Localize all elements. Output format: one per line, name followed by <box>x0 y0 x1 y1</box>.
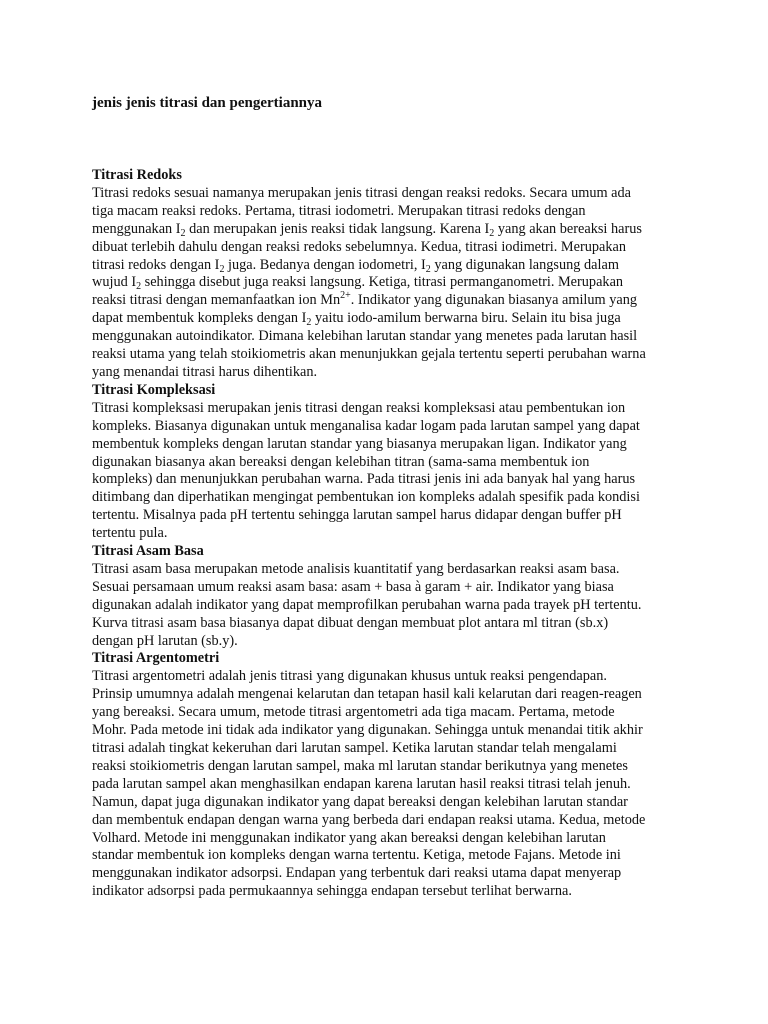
text-line <box>92 471 692 489</box>
text-run: yang digunakan langsung dalam <box>430 256 619 273</box>
text-run: Sesuai persamaan umum reaksi asam basa: asam + basa à garam + air. Indikator yang biasa <box>92 578 614 595</box>
text-run: reaksi titrasi dengan memanfaatkan ion Mn <box>92 292 341 309</box>
text-run: pada larutan sampel akan menghasilkan endapan karena larutan hasil reaksi titrasi telah jenuh. <box>92 775 631 792</box>
text-run: Prinsip umumnya adalah mengenai kelarutan dan tetapan hasil kali kelarutan dari reagen-reagen <box>92 686 642 703</box>
text-run: ditimbang dan diperhatikan mengingat pembentukan ion kompleks adalah spesifik pada kondisi <box>92 489 640 506</box>
text-line <box>92 400 692 418</box>
text-run: tertentu pula. <box>92 525 168 542</box>
text-line <box>92 310 692 328</box>
text-run: Kurva titrasi asam basa biasanya dapat dibuat dengan membuat plot antara ml titran (sb.x) <box>92 614 609 631</box>
text-run: reaksi utama yang telah stoikiometris akan menunjukkan gejala tertentu seperti perubahan warna <box>92 346 646 363</box>
text-line <box>92 847 692 865</box>
subscript: 2 <box>306 317 312 329</box>
text-run: kompleks. Biasanya digunakan untuk menganalisa kadar logam pada larutan sampel yang dapat <box>92 417 640 434</box>
text-run: reaksi stoikiometris dengan larutan sampel, maka ml larutan standar berikutnya yang menetes <box>92 757 628 774</box>
text-line <box>92 185 692 203</box>
section <box>92 650 692 901</box>
section-heading: Titrasi Kompleksasi <box>92 381 216 398</box>
text-line <box>92 668 692 686</box>
text-line <box>92 597 692 615</box>
text-line <box>92 615 692 633</box>
section-body <box>92 400 692 543</box>
text-run: Titrasi redoks sesuai namanya merupakan jenis titrasi dengan reaksi redoks. Secara umum ada <box>92 184 632 201</box>
subscript: 2 <box>425 263 431 275</box>
text-line <box>92 257 692 275</box>
text-line <box>92 436 692 454</box>
text-line <box>92 292 692 310</box>
text-line <box>92 883 692 901</box>
section <box>92 382 692 543</box>
section-heading: Titrasi Asam Basa <box>92 543 204 560</box>
text-run: yang akan bereaksi harus <box>494 220 642 237</box>
text-line <box>92 239 692 257</box>
text-run: juga. Bedanya dengan iodometri, I <box>224 256 426 273</box>
section-body <box>92 185 692 382</box>
text-line <box>92 722 692 740</box>
section-body <box>92 561 692 651</box>
text-run: titrasi adalah tingkat kekeruhan dari larutan sampel. Ketika larutan standar telah mengalami <box>92 740 617 756</box>
text-line <box>92 812 692 830</box>
text-line <box>92 740 692 758</box>
text-run: dapat membentuk kompleks dengan I <box>92 310 307 327</box>
text-run: titrasi redoks dengan I <box>92 256 220 273</box>
text-run: yang bereaksi. Secara umum, metode titrasi argentometri ada tiga macam. Pertama, metode <box>92 704 615 721</box>
text-line <box>92 507 692 525</box>
text-run: digunakan biasanya akan bereaksi dengan kelebihan titran (sama-sama membentuk ion <box>92 453 590 470</box>
text-run: Volhard. Metode ini menggunakan indikator yang akan bereaksi dengan kelebihan larutan <box>92 829 606 846</box>
text-line <box>92 633 692 651</box>
text-run: menggunakan autoindikator. Dimana kelebihan larutan standar yang menetes pada larutan hasil <box>92 328 638 345</box>
subscript: 2 <box>180 227 186 239</box>
text-line <box>92 686 692 704</box>
text-line <box>92 579 692 597</box>
text-line <box>92 865 692 883</box>
text-run: tiga macam reaksi redoks. Pertama, titrasi iodometri. Merupakan titrasi redoks dengan <box>92 202 586 219</box>
text-run: dan merupakan jenis reaksi tidak langsung. Karena I <box>185 220 490 237</box>
text-run: Titrasi kompleksasi merupakan jenis titrasi dengan reaksi kompleksasi atau pembentukan ion <box>92 399 626 416</box>
document-title: jenis jenis titrasi dan pengertiannya <box>92 95 323 111</box>
text-run: Titrasi argentometri adalah jenis titrasi yang digunakan khusus untuk reaksi pengendapan. <box>92 668 607 685</box>
text-line <box>92 454 692 472</box>
text-run: kompleks) dan menunjukkan perubahan warna. Pada titrasi jenis ini ada banyak hal yang harus <box>92 471 636 488</box>
section-heading: Titrasi Redoks <box>92 167 182 183</box>
text-run: dengan pH larutan (sb.y). <box>92 632 238 649</box>
text-run: sehingga disebut juga reaksi langsung. Ketiga, titrasi permanganometri. Merupakan <box>141 274 624 291</box>
text-run: yang menandai titrasi harus dihentikan. <box>92 363 318 380</box>
subscript: 2 <box>489 227 495 239</box>
text-line <box>92 274 692 292</box>
superscript: 2+ <box>340 290 351 302</box>
text-line <box>92 704 692 722</box>
text-run: yaitu iodo-amilum berwarna biru. Selain itu bisa juga <box>311 310 621 327</box>
text-run: Titrasi asam basa merupakan metode analisis kuantitatif yang berdasarkan reaksi asam basa. <box>92 560 620 577</box>
text-line <box>92 489 692 507</box>
section <box>92 543 692 650</box>
text-run: Namun, dapat juga digunakan indikator yang dapat bereaksi dengan kelebihan larutan standar <box>92 793 628 810</box>
text-run: wujud I <box>92 274 137 291</box>
text-run: digunakan adalah indikator yang dapat memprofilkan perubahan warna pada trayek pH tertentu. <box>92 596 642 613</box>
text-line <box>92 328 692 346</box>
text-run: . Indikator yang digunakan biasanya amilum yang <box>350 292 638 309</box>
text-run: menggunakan I <box>92 220 181 237</box>
text-run: menggunakan indikator adsorpsi. Endapan yang terbentuk dari reaksi utama dapat menyerap <box>92 865 622 882</box>
text-line <box>92 561 692 579</box>
text-run: dan membentuk endapan dengan warna yang berbeda dari endapan reaksi utama. Kedua, metode <box>92 811 646 828</box>
section <box>92 167 692 382</box>
text-line <box>92 221 692 239</box>
section-body <box>92 668 692 901</box>
text-run: indikator adsorpsi pada permukaannya sehingga endapan tersebut terlihat berwarna. <box>92 883 572 900</box>
text-line <box>92 758 692 776</box>
text-line <box>92 794 692 812</box>
text-line <box>92 364 692 382</box>
text-run: dibuat terlebih dahulu dengan reaksi redoks sebelumnya. Kedua, titrasi iodimetri. Merupakan <box>92 238 626 255</box>
text-run: membentuk kompleks dengan larutan standar yang biasanya merupakan ligan. Indikator yang <box>92 435 627 452</box>
text-line <box>92 418 692 436</box>
document-body <box>92 167 692 901</box>
text-run: standar membentuk ion kompleks dengan warna tertentu. Ketiga, metode Fajans. Metode ini <box>92 847 621 864</box>
text-line <box>92 525 692 543</box>
subscript: 2 <box>136 281 142 293</box>
text-line <box>92 203 692 221</box>
text-run: Mohr. Pada metode ini tidak ada indikator yang digunakan. Sehingga untuk menandai titik akhir <box>92 722 643 739</box>
text-run: tertentu. Misalnya pada pH tertentu sehingga larutan sampel harus didapar dengan buffer pH <box>92 507 622 524</box>
text-line <box>92 776 692 794</box>
section-heading: Titrasi Argentometri <box>92 650 220 667</box>
subscript: 2 <box>219 263 225 275</box>
text-line <box>92 830 692 848</box>
text-line <box>92 346 692 364</box>
